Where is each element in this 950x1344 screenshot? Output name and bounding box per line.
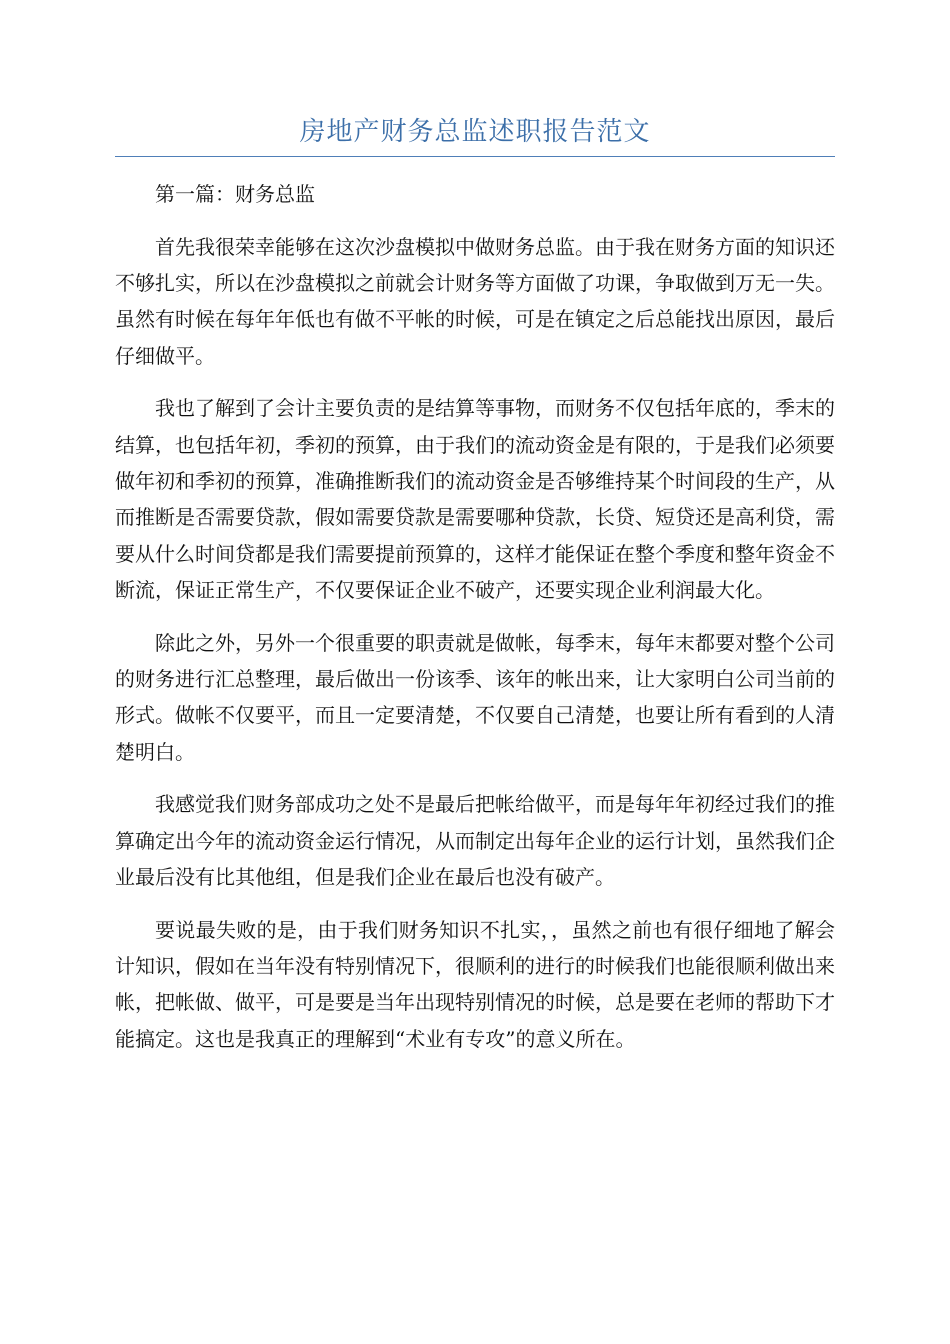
document-title: 房地产财务总监述职报告范文 — [299, 117, 651, 147]
document-body — [115, 176, 835, 1074]
section-heading: 第一篇：财务总监 — [155, 182, 315, 206]
paragraph-3: 除此之外，另外一个很重要的职责就是做帐，每季末，每年末都要对整个公司的财务进行汇总整理，最后做出一份该季、该年的帐出来，让大家明白公司当前的形式。做帐不仅要平，而且一定要清楚，不仅要自己清楚，也要让所有看到的人清楚明白。 — [115, 630, 835, 764]
paragraph-5: 要说最失败的是，由于我们财务知识不扎实，，虽然之前也有很仔细地了解会计知识，假如在当年没有特别情况下，很顺利的进行的时候我们也能很顺利做出来帐，把帐做、做平，可是要是当年出现特别情况的时候，总是要在老师的帮助下才能搞定。这也是我真正的理解到“术业有专攻”的意义所在。 — [115, 917, 835, 1051]
paragraph-1: 首先我很荣幸能够在这次沙盘模拟中做财务总监。由于我在财务方面的知识还不够扎实，所以在沙盘模拟之前就会计财务等方面做了功课，争取做到万无一失。虽然有时候在每年年低也有做不平帐的时候，可是在镇定之后总能找出原因，最后仔细做平。 — [115, 234, 835, 368]
paragraph-4: 我感觉我们财务部成功之处不是最后把帐给做平，而是每年年初经过我们的推算确定出今年的流动资金运行情况，从而制定出每年企业的运行计划，虽然我们企业最后没有比其他组，但是我们企业在最后也没有破产。 — [115, 792, 835, 890]
title-block — [115, 112, 835, 157]
paragraph-2: 我也了解到了会计主要负责的是结算等事物，而财务不仅包括年底的，季末的结算，也包括年初，季初的预算，由于我们的流动资金是有限的，于是我们必须要做年初和季初的预算，准确推断我们的流动资金是否够维持某个时间段的生产，从而推断是否需要贷款，假如需要贷款是需要哪种贷款，长贷、短贷还是高利贷，需要从什么时间贷都是我们需要提前预算的，这样才能保证在整个季度和整年资金不断流，保证正常生产，不仅要保证企业不破产，还要实现企业利润最大化。 — [115, 396, 835, 602]
